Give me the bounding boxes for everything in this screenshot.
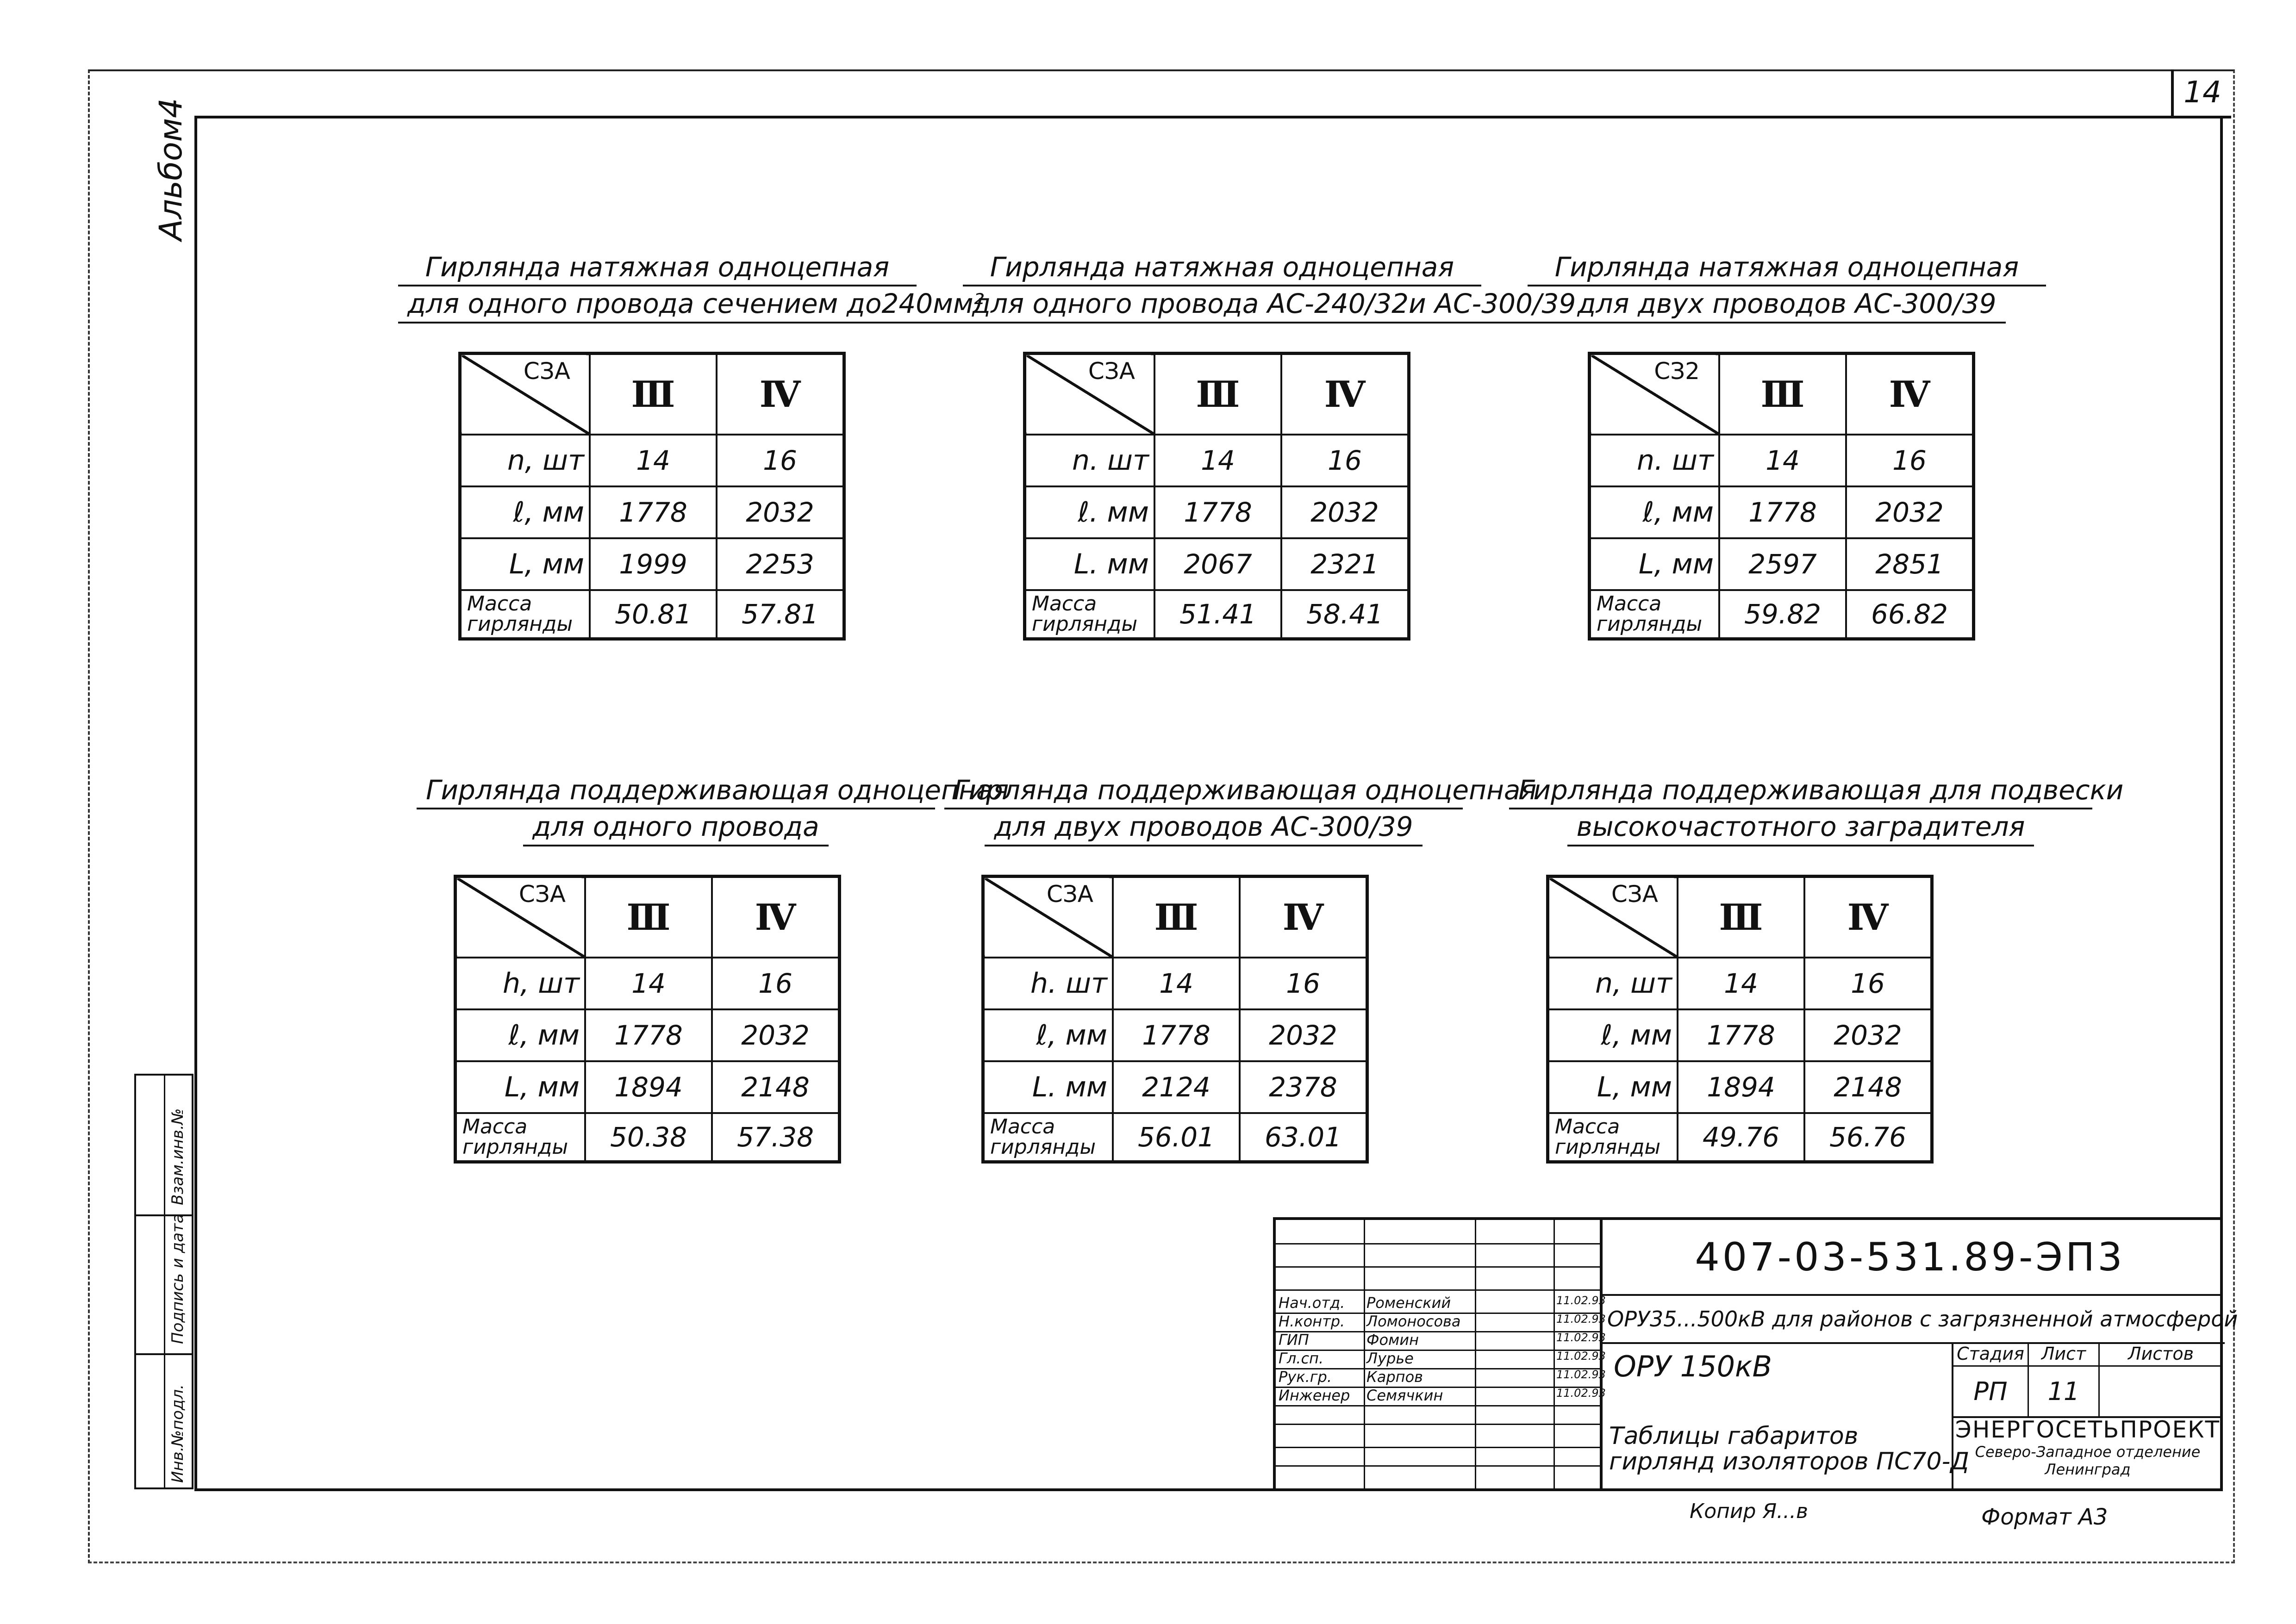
table-row bbox=[1590, 538, 1974, 590]
garland-table bbox=[458, 352, 846, 641]
table-title bbox=[963, 250, 1576, 324]
garland-table bbox=[1588, 352, 1975, 641]
value-cell: 16 bbox=[1281, 435, 1409, 486]
row-label: ℓ, мм bbox=[455, 1009, 586, 1061]
value-cell: 57.81 bbox=[717, 590, 844, 639]
corner-label: СЗА bbox=[1046, 881, 1093, 908]
value-cell: 66.82 bbox=[1846, 590, 1974, 639]
sheet-value: 11 bbox=[2029, 1367, 2100, 1416]
table-row bbox=[1025, 486, 1409, 538]
row-label: ℓ. мм bbox=[1025, 486, 1155, 538]
value-cell: 2067 bbox=[1154, 538, 1281, 590]
value-cell: 57.38 bbox=[712, 1113, 840, 1162]
row-label: L, мм bbox=[1548, 1061, 1678, 1113]
row-label: n, шт bbox=[1548, 958, 1678, 1009]
row-label: h, шт bbox=[455, 958, 586, 1009]
row-label: Масса гирлянды bbox=[455, 1113, 586, 1162]
column-header: Ⅲ bbox=[590, 354, 717, 435]
corner-cell bbox=[1025, 354, 1155, 435]
value-cell: 2851 bbox=[1846, 538, 1974, 590]
value-cell: 16 bbox=[717, 435, 844, 486]
column-header: Ⅳ bbox=[717, 354, 844, 435]
garland-table-block-4 bbox=[417, 773, 1009, 1159]
desc-line-2: гирлянд изоляторов ПС70-Д bbox=[1609, 1447, 1969, 1475]
org-name: ЭНЕРГОСЕТЬПРОЕКТ bbox=[1955, 1416, 2221, 1443]
row-label: n. шт bbox=[1025, 435, 1155, 486]
table-title-line-1: Гирлянда поддерживающая одноцепная bbox=[944, 773, 1463, 809]
row-label: ℓ, мм bbox=[1548, 1009, 1678, 1061]
staff-role: Рук.гр. bbox=[1279, 1368, 1332, 1386]
row-label: n, шт bbox=[460, 435, 590, 486]
table-row bbox=[460, 590, 844, 639]
staff-date: 11.02.93 bbox=[1556, 1294, 1606, 1307]
table-row bbox=[460, 538, 844, 590]
value-cell: 2378 bbox=[1240, 1061, 1367, 1113]
value-cell: 50.81 bbox=[590, 590, 717, 639]
row-label: n. шт bbox=[1590, 435, 1720, 486]
value-cell: 2148 bbox=[1804, 1061, 1932, 1113]
row-label: Масса гирлянды bbox=[460, 590, 590, 639]
column-header: Ⅳ bbox=[1846, 354, 1974, 435]
value-cell: 16 bbox=[1240, 958, 1367, 1009]
garland-table-block-3 bbox=[1528, 250, 2046, 636]
value-cell: 59.82 bbox=[1719, 590, 1846, 639]
staff-role: Нач.отд. bbox=[1279, 1294, 1345, 1312]
org-branch: Северо-Западное отделение bbox=[1975, 1443, 2201, 1461]
value-cell: 14 bbox=[1154, 435, 1281, 486]
row-label: L, мм bbox=[1590, 538, 1720, 590]
object-name: ОРУ 150кВ bbox=[1614, 1350, 1772, 1383]
staff-name: Семячкин bbox=[1366, 1387, 1443, 1404]
table-row bbox=[983, 1113, 1367, 1162]
album-label: Альбом4 bbox=[153, 98, 189, 241]
row-label: Масса гирлянды bbox=[983, 1113, 1113, 1162]
value-cell: 2032 bbox=[717, 486, 844, 538]
column-header: Ⅲ bbox=[1113, 877, 1240, 958]
title-block bbox=[1273, 1217, 2238, 1491]
value-cell: 2321 bbox=[1281, 538, 1409, 590]
value-cell: 14 bbox=[1719, 435, 1846, 486]
table-row bbox=[1025, 538, 1409, 590]
staff-date: 11.02.93 bbox=[1556, 1350, 1606, 1363]
sheet-description bbox=[1609, 1424, 1969, 1474]
value-cell: 1999 bbox=[590, 538, 717, 590]
value-cell: 1778 bbox=[1154, 486, 1281, 538]
value-cell: 58.41 bbox=[1281, 590, 1409, 639]
stamp-sign-label: Подпись и дата bbox=[168, 1213, 187, 1344]
document-code: 407-03-531.89-ЭП3 bbox=[1600, 1220, 2220, 1296]
table-title bbox=[398, 250, 984, 324]
column-header: Ⅲ bbox=[1154, 354, 1281, 435]
staff-name: Лурье bbox=[1366, 1350, 1414, 1367]
row-label: Масса гирлянды bbox=[1025, 590, 1155, 639]
staff-grid bbox=[1276, 1220, 1606, 1488]
stage-box bbox=[1952, 1342, 2222, 1418]
corner-cell bbox=[1590, 354, 1720, 435]
row-label: L, мм bbox=[460, 538, 590, 590]
value-cell: 14 bbox=[585, 958, 712, 1009]
row-label: L. мм bbox=[983, 1061, 1113, 1113]
staff-date: 11.02.93 bbox=[1556, 1387, 1606, 1400]
sheets-value bbox=[2100, 1367, 2222, 1416]
corner-label: СЗА bbox=[518, 881, 566, 908]
table-title bbox=[1528, 250, 2046, 324]
row-label: L. мм bbox=[1025, 538, 1155, 590]
staff-date: 11.02.93 bbox=[1556, 1368, 1606, 1381]
garland-table-block-1 bbox=[398, 250, 984, 636]
value-cell: 1778 bbox=[585, 1009, 712, 1061]
value-cell: 2124 bbox=[1113, 1061, 1240, 1113]
corner-cell bbox=[983, 877, 1113, 958]
value-cell: 2148 bbox=[712, 1061, 840, 1113]
column-header: Ⅳ bbox=[1804, 877, 1932, 958]
row-label: h. шт bbox=[983, 958, 1113, 1009]
staff-role: Гл.сп. bbox=[1279, 1350, 1324, 1367]
garland-table bbox=[1023, 352, 1410, 641]
copied-by: Копир Я...в bbox=[1690, 1500, 1808, 1523]
column-header: Ⅳ bbox=[1240, 877, 1367, 958]
value-cell: 1778 bbox=[1678, 1009, 1804, 1061]
value-cell: 1894 bbox=[1678, 1061, 1804, 1113]
column-header: Ⅲ bbox=[1678, 877, 1804, 958]
table-row bbox=[460, 486, 844, 538]
table-row bbox=[1548, 958, 1932, 1009]
value-cell: 1778 bbox=[1113, 1009, 1240, 1061]
table-title-line-2: для двух проводов АС-300/39 bbox=[985, 809, 1422, 846]
table-title-line-2: для двух проводов АС-300/39 bbox=[1568, 286, 2005, 323]
corner-label: СЗА bbox=[523, 358, 570, 385]
row-label: ℓ, мм bbox=[983, 1009, 1113, 1061]
staff-date: 11.02.93 bbox=[1556, 1313, 1606, 1325]
stamp-replace-label: Взам.инв.№ bbox=[168, 1108, 187, 1205]
table-row bbox=[455, 1113, 840, 1162]
row-label: ℓ, мм bbox=[1590, 486, 1720, 538]
table-title-line-2: для одного провода АС-240/32и АС-300/39 bbox=[963, 286, 1585, 323]
garland-table-block-2 bbox=[963, 250, 1576, 636]
table-row bbox=[455, 1009, 840, 1061]
value-cell: 16 bbox=[1804, 958, 1932, 1009]
value-cell: 14 bbox=[1678, 958, 1804, 1009]
sheet-header: Лист bbox=[2029, 1342, 2100, 1367]
value-cell: 2032 bbox=[1240, 1009, 1367, 1061]
value-cell: 50.38 bbox=[585, 1113, 712, 1162]
value-cell: 16 bbox=[1846, 435, 1974, 486]
row-label: ℓ, мм bbox=[460, 486, 590, 538]
org-city: Ленинград bbox=[2045, 1461, 2131, 1478]
stage-value: РП bbox=[1953, 1367, 2029, 1416]
corner-label: СЗА bbox=[1088, 358, 1135, 385]
table-row bbox=[455, 958, 840, 1009]
table-row bbox=[1590, 486, 1974, 538]
value-cell: 2597 bbox=[1719, 538, 1846, 590]
column-header: Ⅲ bbox=[1719, 354, 1846, 435]
table-title-line-2: для одного провода bbox=[523, 809, 828, 846]
table-title bbox=[417, 773, 1009, 846]
garland-table bbox=[981, 875, 1369, 1164]
value-cell: 1894 bbox=[585, 1061, 712, 1113]
table-title-line-2: высокочастотного заградителя bbox=[1567, 809, 2034, 846]
table-title bbox=[944, 773, 1537, 846]
value-cell: 2032 bbox=[1804, 1009, 1932, 1061]
staff-name: Ломоносова bbox=[1366, 1313, 1461, 1330]
corner-label: СЗ2 bbox=[1654, 358, 1700, 385]
table-row bbox=[1548, 1009, 1932, 1061]
column-header: Ⅳ bbox=[712, 877, 840, 958]
sheets-header: Листов bbox=[2100, 1342, 2222, 1367]
side-stamps bbox=[134, 1074, 193, 1489]
garland-table bbox=[454, 875, 841, 1164]
corner-cell bbox=[455, 877, 586, 958]
staff-date: 11.02.93 bbox=[1556, 1331, 1606, 1344]
staff-role: Н.контр. bbox=[1279, 1313, 1345, 1330]
corner-cell bbox=[1548, 877, 1678, 958]
table-row bbox=[1548, 1061, 1932, 1113]
project-name: ОРУ35...500кВ для районов с загрязненной атмосферой bbox=[1603, 1296, 2225, 1344]
column-header: Ⅲ bbox=[585, 877, 712, 958]
value-cell: 2253 bbox=[717, 538, 844, 590]
table-row bbox=[983, 1009, 1367, 1061]
table-title-line-1: Гирлянда натяжная одноцепная bbox=[1528, 250, 2046, 286]
value-cell: 63.01 bbox=[1240, 1113, 1367, 1162]
value-cell: 56.76 bbox=[1804, 1113, 1932, 1162]
table-title-line-1: Гирлянда поддерживающая одноцепная bbox=[417, 773, 935, 809]
table-row bbox=[1025, 590, 1409, 639]
staff-role: ГИП bbox=[1279, 1331, 1309, 1349]
row-label: L, мм bbox=[455, 1061, 586, 1113]
value-cell: 49.76 bbox=[1678, 1113, 1804, 1162]
table-row bbox=[1025, 435, 1409, 486]
staff-role: Инженер bbox=[1279, 1387, 1350, 1404]
table-title-line-1: Гирлянда натяжная одноцепная bbox=[963, 250, 1481, 286]
sheet-format: Формат А3 bbox=[1981, 1504, 2108, 1530]
row-label: Масса гирлянды bbox=[1548, 1113, 1678, 1162]
garland-table-block-5 bbox=[944, 773, 1537, 1159]
desc-line-1: Таблицы габаритов bbox=[1609, 1422, 1859, 1450]
table-title bbox=[1509, 773, 2124, 846]
staff-name: Фомин bbox=[1366, 1331, 1419, 1349]
table-row bbox=[1548, 1113, 1932, 1162]
stage-header: Стадия bbox=[1953, 1342, 2029, 1367]
table-row bbox=[983, 958, 1367, 1009]
value-cell: 2032 bbox=[712, 1009, 840, 1061]
table-row bbox=[460, 435, 844, 486]
corner-label: СЗА bbox=[1611, 881, 1658, 908]
value-cell: 2032 bbox=[1281, 486, 1409, 538]
value-cell: 14 bbox=[1113, 958, 1240, 1009]
organization bbox=[1952, 1416, 2222, 1488]
staff-name: Роменский bbox=[1366, 1294, 1451, 1312]
table-title-line-1: Гирлянда поддерживающая для подвески bbox=[1509, 773, 2092, 809]
sheet-number: 14 bbox=[2171, 69, 2231, 118]
value-cell: 14 bbox=[590, 435, 717, 486]
stamp-inv-label: Инв.№подл. bbox=[168, 1384, 187, 1483]
table-row bbox=[1590, 435, 1974, 486]
table-row bbox=[983, 1061, 1367, 1113]
staff-name: Карпов bbox=[1366, 1368, 1423, 1386]
garland-table-block-6 bbox=[1509, 773, 2124, 1159]
row-label: Масса гирлянды bbox=[1590, 590, 1720, 639]
table-row bbox=[1590, 590, 1974, 639]
value-cell: 56.01 bbox=[1113, 1113, 1240, 1162]
garland-table bbox=[1546, 875, 1934, 1164]
value-cell: 51.41 bbox=[1154, 590, 1281, 639]
table-title-line-2: для одного провода сечением до240мм² bbox=[398, 286, 993, 323]
value-cell: 16 bbox=[712, 958, 840, 1009]
value-cell: 2032 bbox=[1846, 486, 1974, 538]
table-title-line-1: Гирлянда натяжная одноцепная bbox=[398, 250, 917, 286]
table-row bbox=[455, 1061, 840, 1113]
value-cell: 1778 bbox=[590, 486, 717, 538]
value-cell: 1778 bbox=[1719, 486, 1846, 538]
corner-cell bbox=[460, 354, 590, 435]
column-header: Ⅳ bbox=[1281, 354, 1409, 435]
